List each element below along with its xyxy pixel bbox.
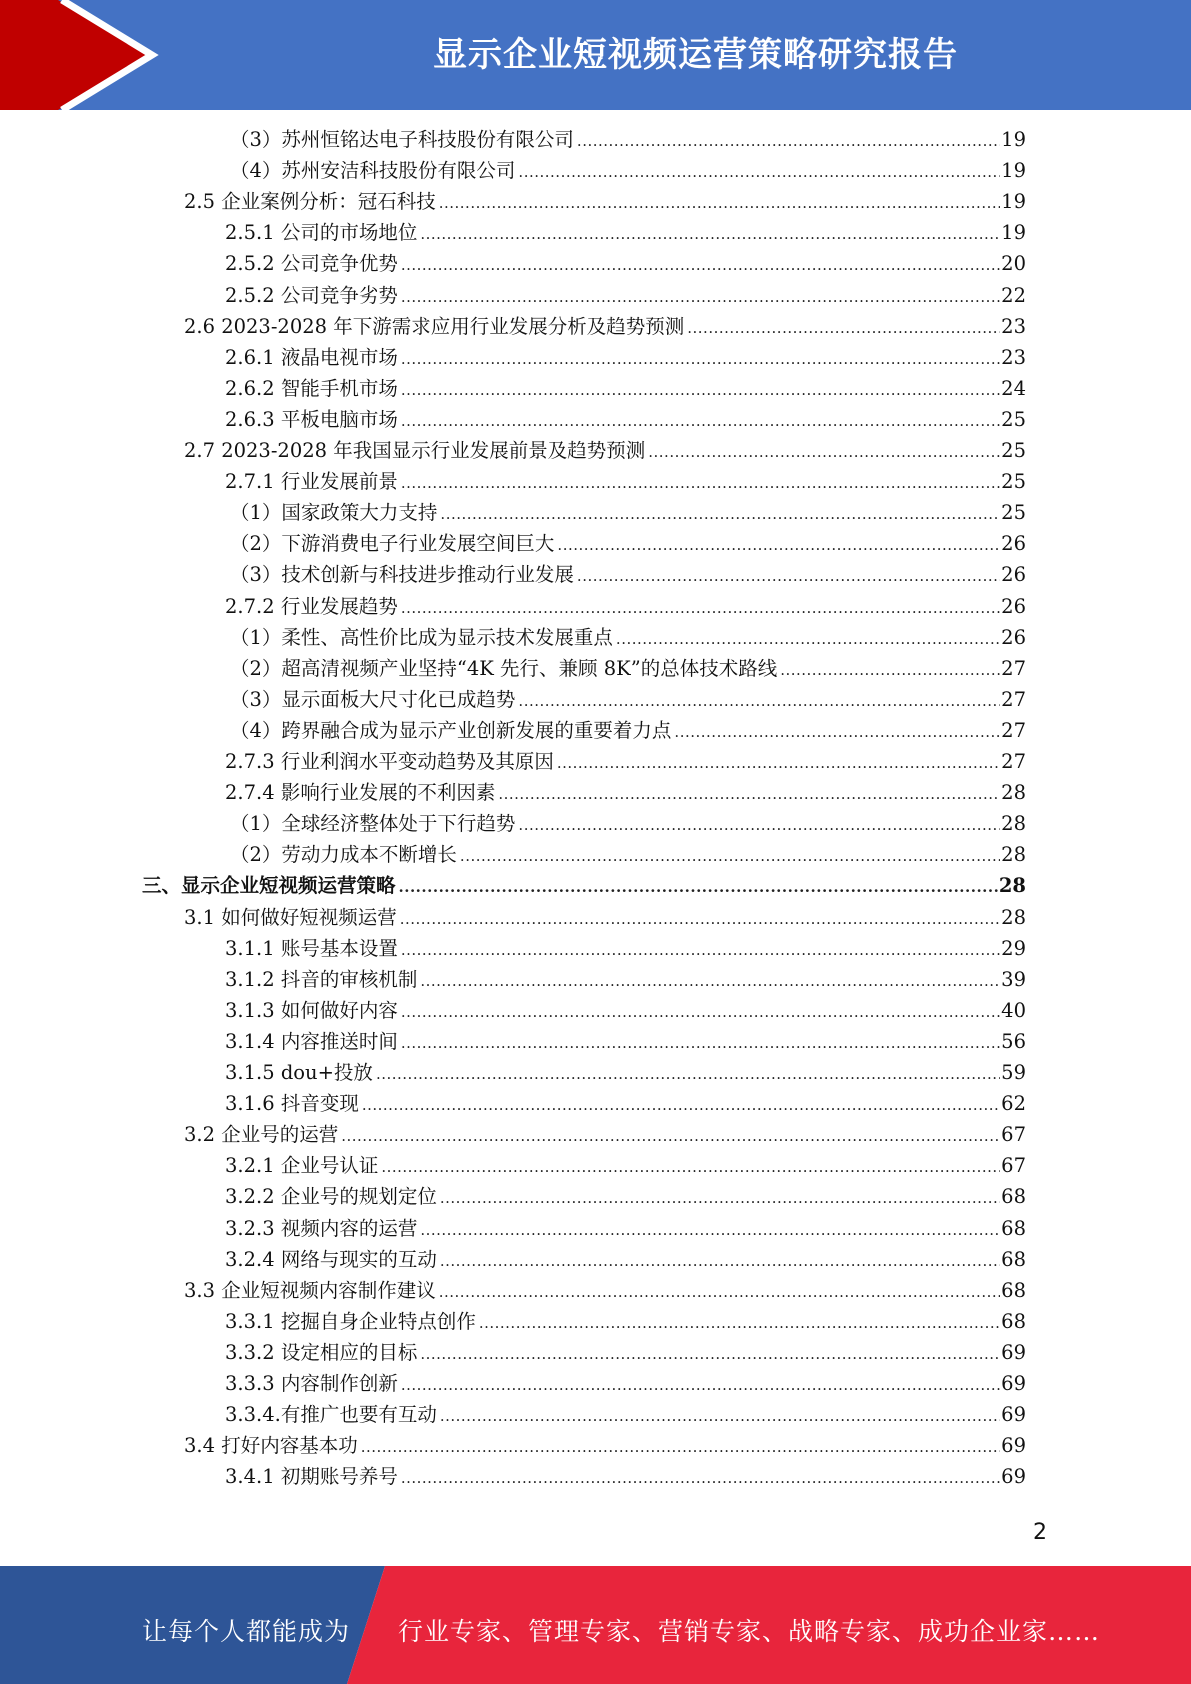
toc-entry-title: （2）劳动力成本不断增长 bbox=[230, 843, 457, 867]
toc-entry-page: 27 bbox=[1001, 750, 1026, 773]
toc-entry-page: 39 bbox=[1001, 967, 1026, 991]
toc-leader-dots bbox=[420, 1341, 1000, 1367]
toc-entry[interactable] bbox=[230, 687, 1026, 713]
toc-entry[interactable] bbox=[184, 1278, 1026, 1304]
toc-entry-page: 27 bbox=[1001, 718, 1026, 742]
toc-leader-dots bbox=[420, 221, 1000, 247]
toc-leader-dots bbox=[420, 968, 1000, 994]
toc-entry-page: 19 bbox=[1001, 159, 1026, 183]
toc-entry[interactable] bbox=[225, 967, 1026, 993]
toc-leader-dots bbox=[460, 843, 1000, 869]
toc-entry-title: 3.3.4.有推广也要有互动 bbox=[225, 1403, 437, 1427]
toc-entry-page: 27 bbox=[1001, 656, 1026, 680]
toc-leader-dots bbox=[401, 346, 1000, 372]
toc-leader-dots bbox=[780, 657, 1000, 683]
toc-entry-title: 3.4.1 初期账号养号 bbox=[225, 1465, 398, 1489]
toc-entry[interactable] bbox=[225, 1247, 1026, 1273]
toc-entry-page: 67 bbox=[1001, 1123, 1026, 1147]
toc-leader-dots bbox=[440, 1403, 1000, 1429]
document-title: 显示企业短视频运营策略研究报告 bbox=[433, 35, 958, 75]
toc-leader-dots bbox=[401, 1372, 1000, 1398]
toc-leader-dots bbox=[362, 1092, 1000, 1118]
toc-entry-page: 25 bbox=[1001, 501, 1026, 525]
toc-entry[interactable] bbox=[225, 780, 1026, 806]
toc-entry[interactable] bbox=[225, 1340, 1026, 1366]
toc-entry-title: 3.1 如何做好短视频运营 bbox=[184, 905, 397, 929]
toc-entry-title: 3.1.4 内容推送时间 bbox=[225, 1029, 398, 1053]
toc-entry-title: （1）全球经济整体处于下行趋势 bbox=[230, 812, 516, 836]
toc-leader-dots bbox=[401, 1465, 1000, 1491]
toc-entry-page: 28 bbox=[998, 874, 1026, 898]
toc-leader-dots bbox=[616, 626, 1000, 652]
toc-entry-page: 23 bbox=[1001, 314, 1026, 338]
toc-entry[interactable] bbox=[225, 283, 1026, 309]
toc-leader-dots bbox=[440, 501, 1000, 527]
toc-entry[interactable] bbox=[230, 625, 1026, 651]
toc-entry-title: 3.2.2 企业号的规划定位 bbox=[225, 1185, 437, 1209]
toc-entry-title: （2）超高清视频产业坚持“4K 先行、兼顾 8K”的总体技术路线 bbox=[230, 656, 778, 680]
toc-entry-title: 2.7 2023-2028 年我国显示行业发展前景及趋势预测 bbox=[184, 439, 646, 462]
toc-entry-page: 25 bbox=[1001, 470, 1026, 494]
toc-leader-dots bbox=[401, 470, 1000, 496]
toc-entry[interactable] bbox=[225, 1402, 1026, 1428]
toc-entry-title: 2.6 2023-2028 年下游需求应用行业发展分析及趋势预测 bbox=[184, 314, 685, 338]
toc-leader-dots bbox=[376, 1061, 1000, 1087]
toc-entry-page: 28 bbox=[1001, 781, 1026, 805]
page-number: 2 bbox=[1033, 1520, 1047, 1545]
page-footer bbox=[0, 1566, 1191, 1684]
toc-entry-page: 19 bbox=[1001, 128, 1026, 151]
toc-entry[interactable] bbox=[225, 998, 1026, 1024]
toc-entry-page: 68 bbox=[1001, 1216, 1026, 1240]
toc-entry-title: 3.3.2 设定相应的目标 bbox=[225, 1340, 418, 1364]
toc-entry-title: 3.3.3 内容制作创新 bbox=[225, 1372, 398, 1395]
toc-leader-dots bbox=[479, 1310, 1000, 1336]
toc-entry-title: 2.7.4 影响行业发展的不利因素 bbox=[225, 781, 496, 805]
toc-entry-page: 56 bbox=[1001, 1029, 1026, 1053]
toc-leader-dots bbox=[557, 532, 1000, 558]
toc-entry[interactable] bbox=[225, 220, 1026, 246]
toc-leader-dots bbox=[361, 1434, 1000, 1460]
toc-entry-title: （4）苏州安洁科技股份有限公司 bbox=[230, 159, 516, 183]
toc-leader-dots bbox=[648, 439, 1000, 465]
toc-entry-title: 3.4 打好内容基本功 bbox=[184, 1434, 358, 1458]
toc-entry-page: 19 bbox=[1001, 190, 1026, 214]
toc-entry[interactable] bbox=[225, 1371, 1026, 1397]
toc-entry[interactable] bbox=[184, 1433, 1026, 1459]
toc-entry-title: 2.5.2 公司竞争优势 bbox=[225, 252, 398, 276]
toc-leader-dots bbox=[518, 688, 1000, 714]
toc-entry-title: 2.5.1 公司的市场地位 bbox=[225, 221, 418, 245]
toc-entry-title: （1）柔性、高性价比成为显示技术发展重点 bbox=[230, 625, 613, 649]
toc-entry[interactable] bbox=[225, 1060, 1026, 1086]
toc-leader-dots bbox=[518, 812, 1000, 838]
toc-entry-page: 68 bbox=[1001, 1185, 1026, 1209]
toc-entry-title: 三、显示企业短视频运营策略 bbox=[142, 874, 396, 898]
toc-entry-page: 26 bbox=[1001, 532, 1026, 556]
toc-leader-dots bbox=[401, 284, 1000, 310]
toc-entry-title: （4）跨界融合成为显示产业创新发展的重要着力点 bbox=[230, 718, 672, 742]
toc-entry[interactable] bbox=[184, 438, 1026, 464]
toc-entry-title: （1）国家政策大力支持 bbox=[230, 501, 438, 525]
toc-entry-page: 69 bbox=[1001, 1340, 1026, 1364]
footer-slogan-left: 让每个人都能成为 bbox=[142, 1617, 351, 1646]
toc-entry-page: 69 bbox=[1001, 1465, 1026, 1489]
toc-entry-title: 2.6.1 液晶电视市场 bbox=[225, 345, 398, 369]
toc-entry[interactable] bbox=[225, 1184, 1026, 1210]
toc-entry[interactable] bbox=[225, 594, 1026, 620]
toc-entry-page: 68 bbox=[1001, 1309, 1026, 1333]
page-header bbox=[0, 0, 1191, 110]
toc-entry-title: 3.3.1 挖掘自身企业特点创作 bbox=[225, 1309, 476, 1333]
toc-entry-page: 28 bbox=[1001, 812, 1026, 836]
toc-entry[interactable] bbox=[225, 345, 1026, 371]
toc-entry[interactable] bbox=[225, 936, 1026, 962]
toc-entry[interactable] bbox=[225, 1153, 1026, 1179]
toc-entry[interactable] bbox=[230, 158, 1026, 184]
toc-entry-title: 3.2.4 网络与现实的互动 bbox=[225, 1247, 437, 1271]
toc-entry-page: 26 bbox=[1001, 625, 1026, 649]
toc-entry-title: 3.3 企业短视频内容制作建议 bbox=[184, 1278, 436, 1302]
toc-leader-dots bbox=[401, 1030, 1000, 1056]
toc-entry[interactable] bbox=[225, 749, 1026, 775]
toc-entry-title: 2.7.1 行业发展前景 bbox=[225, 470, 398, 494]
toc-entry-title: 2.6.2 智能手机市场 bbox=[225, 376, 398, 400]
toc-entry-page: 69 bbox=[1001, 1372, 1026, 1395]
toc-leader-dots bbox=[381, 1154, 1000, 1180]
toc-entry[interactable] bbox=[225, 1029, 1026, 1055]
toc-entry-page: 26 bbox=[1001, 594, 1026, 618]
toc-entry-page: 59 bbox=[1001, 1061, 1026, 1084]
toc-entry[interactable] bbox=[225, 1216, 1026, 1242]
toc-leader-dots bbox=[577, 563, 1000, 589]
toc-leader-dots bbox=[401, 377, 1000, 403]
toc-leader-dots bbox=[439, 190, 1000, 216]
toc-entry-page: 27 bbox=[1001, 687, 1026, 711]
toc-leader-dots bbox=[577, 128, 1000, 154]
toc-entry-page: 69 bbox=[1001, 1434, 1026, 1458]
toc-leader-dots bbox=[518, 159, 1000, 185]
toc-entry-page: 62 bbox=[1001, 1092, 1026, 1116]
toc-leader-dots bbox=[401, 595, 1000, 621]
toc-entry[interactable] bbox=[225, 469, 1026, 495]
toc-entry-title: 2.7.2 行业发展趋势 bbox=[225, 594, 398, 618]
toc-entry[interactable] bbox=[230, 500, 1026, 526]
toc-entry-title: 3.2.3 视频内容的运营 bbox=[225, 1216, 418, 1240]
toc-leader-dots bbox=[440, 1248, 1000, 1274]
toc-entry-title: （2）下游消费电子行业发展空间巨大 bbox=[230, 532, 555, 556]
toc-entry-title: 3.2.1 企业号认证 bbox=[225, 1154, 379, 1178]
toc-entry[interactable] bbox=[184, 905, 1026, 931]
toc-entry[interactable] bbox=[184, 189, 1026, 215]
toc-leader-dots bbox=[401, 252, 1000, 278]
toc-entry-page: 69 bbox=[1001, 1403, 1026, 1427]
toc-entry[interactable] bbox=[230, 127, 1026, 153]
toc-entry-title: 2.6.3 平板电脑市场 bbox=[225, 407, 398, 431]
toc-entry-title: （3）苏州恒铭达电子科技股份有限公司 bbox=[230, 128, 574, 151]
toc-entry-title: 3.1.3 如何做好内容 bbox=[225, 998, 398, 1022]
toc-entry-title: 2.5 企业案例分析：冠石科技 bbox=[184, 190, 436, 214]
toc-entry-title: 2.5.2 公司竞争劣势 bbox=[225, 283, 398, 307]
toc-entry[interactable] bbox=[184, 1122, 1026, 1148]
toc-entry-page: 22 bbox=[1001, 283, 1026, 307]
toc-entry[interactable] bbox=[225, 1309, 1026, 1335]
toc-leader-dots bbox=[401, 937, 1000, 963]
toc-leader-dots bbox=[420, 1217, 1000, 1243]
footer-slogan-right: 行业专家、管理专家、营销专家、战略专家、成功企业家…… bbox=[398, 1617, 1101, 1646]
toc-entry[interactable] bbox=[230, 656, 1026, 682]
toc-entry-title: 3.1.1 账号基本设置 bbox=[225, 936, 398, 960]
toc-entry[interactable] bbox=[230, 811, 1026, 837]
toc-entry[interactable] bbox=[225, 407, 1026, 433]
toc-entry-page: 19 bbox=[1001, 221, 1026, 245]
toc-entry-page: 23 bbox=[1001, 345, 1026, 369]
toc-entry-title: 3.1.6 抖音变现 bbox=[225, 1092, 359, 1116]
toc-entry-page: 24 bbox=[1001, 376, 1026, 400]
toc-entry-page: 26 bbox=[1001, 563, 1026, 587]
toc-entry[interactable] bbox=[230, 718, 1026, 744]
toc-leader-dots bbox=[439, 1279, 1000, 1305]
toc-entry-page: 68 bbox=[1001, 1247, 1026, 1271]
toc-leader-dots bbox=[401, 408, 1000, 434]
toc-entry-page: 20 bbox=[1001, 252, 1026, 276]
toc-entry[interactable] bbox=[230, 531, 1026, 557]
toc-entry[interactable] bbox=[225, 376, 1026, 402]
toc-leader-dots bbox=[440, 1185, 1000, 1211]
toc-leader-dots bbox=[557, 750, 1000, 776]
toc-leader-dots bbox=[401, 999, 1000, 1025]
toc-leader-dots bbox=[687, 315, 1000, 341]
toc-entry[interactable] bbox=[225, 251, 1026, 277]
toc-leader-dots bbox=[674, 719, 1000, 745]
toc-entry-title: 3.2 企业号的运营 bbox=[184, 1123, 339, 1147]
toc-entry-title: 3.1.2 抖音的审核机制 bbox=[225, 967, 418, 991]
toc-entry-title: （3）显示面板大尺寸化已成趋势 bbox=[230, 687, 516, 711]
toc-entry-page: 40 bbox=[1001, 998, 1026, 1022]
toc-entry[interactable] bbox=[230, 562, 1026, 588]
toc-leader-dots bbox=[498, 781, 1000, 807]
toc-entry-page: 25 bbox=[1001, 407, 1026, 431]
toc-entry-page: 25 bbox=[1001, 439, 1026, 462]
toc-entry[interactable] bbox=[230, 842, 1026, 868]
toc-entry-page: 28 bbox=[1001, 905, 1026, 929]
toc-entry[interactable] bbox=[225, 1464, 1026, 1490]
toc-entry-title: 3.1.5 dou+投放 bbox=[225, 1061, 373, 1084]
toc-leader-dots bbox=[399, 874, 998, 900]
toc-leader-dots bbox=[400, 906, 1000, 932]
toc-entry-title: （3）技术创新与科技进步推动行业发展 bbox=[230, 563, 574, 587]
toc-entry[interactable] bbox=[184, 314, 1026, 340]
toc-entry-page: 28 bbox=[1001, 843, 1026, 867]
toc-entry-page: 67 bbox=[1001, 1154, 1026, 1178]
toc-leader-dots bbox=[341, 1123, 1000, 1149]
toc-entry[interactable] bbox=[142, 873, 1026, 899]
toc-entry-title: 2.7.3 行业利润水平变动趋势及其原因 bbox=[225, 750, 554, 773]
toc-entry[interactable] bbox=[225, 1091, 1026, 1117]
toc-entry-page: 29 bbox=[1001, 936, 1026, 960]
toc-entry-page: 68 bbox=[1001, 1278, 1026, 1302]
